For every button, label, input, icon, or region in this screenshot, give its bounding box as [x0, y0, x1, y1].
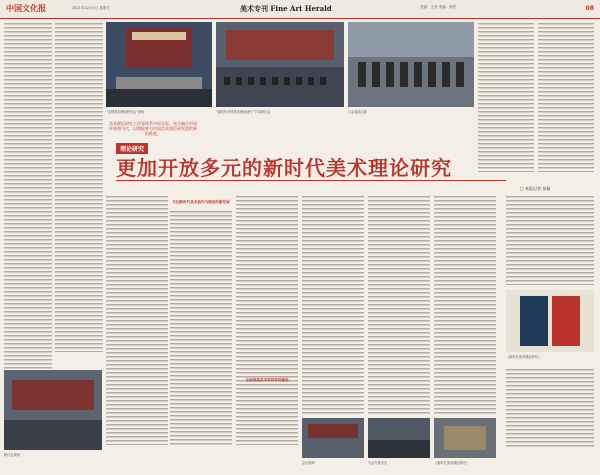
- body-column-5: [368, 195, 430, 415]
- caption-photo-1: “全国美术理论研究会”现场: [106, 110, 145, 114]
- photo-bottom-1: [302, 418, 364, 458]
- text-column-right-a: [478, 22, 534, 172]
- headline-rule: [116, 180, 506, 181]
- text-column-2: [55, 22, 103, 352]
- caption-bottom-1: 会议现场: [302, 461, 315, 465]
- conference-stage-image: [106, 22, 212, 107]
- photo-conference-stage: [106, 22, 212, 107]
- photo-bottom-3: [434, 418, 496, 458]
- article-byline: □ 本报记者 张颖: [520, 186, 551, 191]
- meeting-image: [4, 370, 102, 450]
- issue-date: 2021年12月5日 星期日: [72, 6, 110, 10]
- body-column-4: [302, 195, 364, 415]
- conference-hall-image: [216, 22, 344, 107]
- photo-conference-hall: [216, 22, 344, 107]
- body-column-8: [506, 368, 594, 448]
- body-column-6: [434, 195, 496, 415]
- photo-book: [506, 290, 594, 352]
- photo-bottom-2: [368, 418, 430, 458]
- caption-book: 《新时代美术理论研究》: [506, 355, 542, 359]
- caption-bottom-2: 与会专家发言: [368, 461, 388, 465]
- section-title: 美术专刊 Fine Art Herald: [240, 4, 332, 13]
- text-column-right-b: [538, 22, 594, 172]
- article-headline: 更加开放多元的新时代美术理论研究: [116, 156, 452, 180]
- body-column-2: [170, 210, 232, 445]
- caption-photo-4: 研讨会现场: [4, 453, 20, 457]
- caption-bottom-3: 《新时代美术理论研究》: [434, 461, 470, 465]
- pull-quote: 美术理论研究工作要联系中国实际，充分融合中国传统和当代，以期能够为中国美术理论研究提供新的维度。: [109, 121, 197, 136]
- bottom-photo-3-image: [434, 418, 496, 458]
- section-tag: 理论研究: [116, 143, 148, 154]
- page-number: 08: [585, 5, 594, 12]
- subhead-2: 全面推进美术学的学科建设: [245, 378, 289, 382]
- bottom-photo-2-image: [368, 418, 430, 458]
- bottom-photo-1-image: [302, 418, 364, 458]
- caption-photo-2: “新时代中国美术理论研究”学术研讨会: [216, 110, 271, 114]
- newspaper-logo: 中国文化报: [6, 3, 46, 13]
- body-column-7: [506, 195, 594, 285]
- body-column-1: [106, 195, 168, 445]
- photo-group: [348, 22, 474, 107]
- book-image: [506, 290, 594, 352]
- group-photo-image: [348, 22, 474, 107]
- subhead-1: 关注新时代美术创作与理论的新发展: [172, 200, 230, 204]
- masthead: [0, 0, 600, 19]
- body-column-3: [236, 195, 298, 445]
- photo-meeting: [4, 370, 102, 450]
- editor-info: 责编：王彦 美编：徐然: [420, 5, 457, 9]
- caption-photo-3: 与会嘉宾合影: [348, 110, 368, 114]
